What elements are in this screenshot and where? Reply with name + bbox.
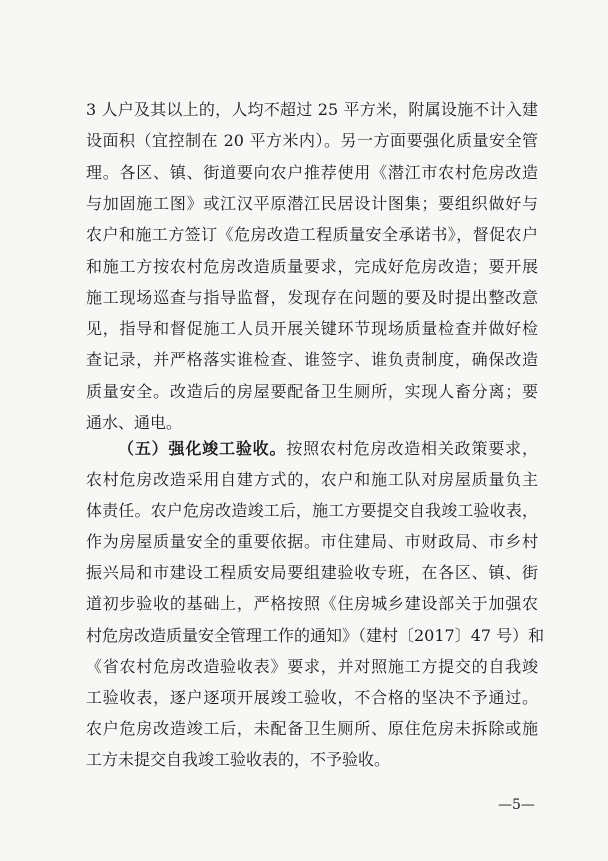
paragraph-acceptance-first-line bbox=[118, 439, 538, 459]
paragraph2-text-line: 农户危房改造竣工后，未配备卫生厕所、原住危房未拆除或施 bbox=[86, 718, 538, 738]
paragraph1-text-line: 查记录，并严格落实谁检查、谁签字、谁负责制度，确保改造 bbox=[86, 350, 538, 370]
paragraph2-text-line: 振兴局和市建设工程质安局要组建验收专班，在各区、镇、街 bbox=[86, 563, 538, 583]
paragraph1-text-line: 和施工方按农村危房改造质量要求，完成好危房改造；要开展 bbox=[86, 256, 538, 276]
paragraph1-text-line: 设面积（宜控制在 20 平方米内）。另一方面要强化质量安全管 bbox=[86, 131, 538, 151]
paragraph1-text-line: 质量安全。改造后的房屋要配备卫生厕所，实现人畜分离；要 bbox=[86, 381, 538, 401]
paragraph1-text-line: 通水、通电。 bbox=[86, 413, 183, 432]
page-number: —5— bbox=[498, 797, 535, 813]
paragraph2-text-line: 道初步验收的基础上，严格按照《住房城乡建设部关于加强农 bbox=[86, 594, 538, 614]
paragraph1-text-line: 与加固施工图》或江汉平原潜江民居设计图集；要组织做好与 bbox=[86, 193, 538, 213]
paragraph1-text-line: 农户和施工方签订《危房改造工程质量安全承诺书》，督促农户 bbox=[86, 225, 538, 245]
paragraph1-text-line: 3 人户及其以上的，人均不超过 25 平方米，附属设施不计入建 bbox=[86, 100, 538, 119]
paragraph1-text-line: 施工现场巡查与指导监督，发现存在问题的要及时提出整改意 bbox=[86, 287, 538, 307]
paragraph1-text-line: 理。各区、镇、街道要向农户推荐使用《潜江市农村危房改造 bbox=[86, 162, 538, 182]
paragraph2-text-line: 体责任。农户危房改造竣工后，施工方要提交自我竣工验收表， bbox=[86, 501, 538, 521]
paragraph2-text-line: 作为房屋质量安全的重要依据。市住建局、市财政局、市乡村 bbox=[86, 532, 538, 552]
paragraph2-text-line: 《省农村危房改造验收表》要求，并对照施工方提交的自我竣 bbox=[86, 656, 538, 676]
paragraph2-text-line: 农村危房改造采用自建方式的，农户和施工队对房屋质量负主 bbox=[86, 470, 538, 489]
paragraph2-text-line: 村危房改造质量安全管理工作的通知》（建村〔2017〕47 号）和 bbox=[86, 625, 545, 645]
paragraph2-text-line: 工方未提交自我竣工验收表的，不予验收。 bbox=[86, 749, 391, 769]
paragraph1-text-line: 见，指导和督促施工人员开展关键环节现场质量检查并做好检 bbox=[86, 319, 538, 339]
paragraph2-text-line: 工验收表，逐户逐项开展竣工验收，不合格的坚决不予通过。 bbox=[86, 687, 538, 707]
section-heading: （五）强化竣工验收。 bbox=[118, 439, 287, 458]
heading-line-text: 按照农村危房改造相关政策要求， bbox=[286, 439, 538, 458]
